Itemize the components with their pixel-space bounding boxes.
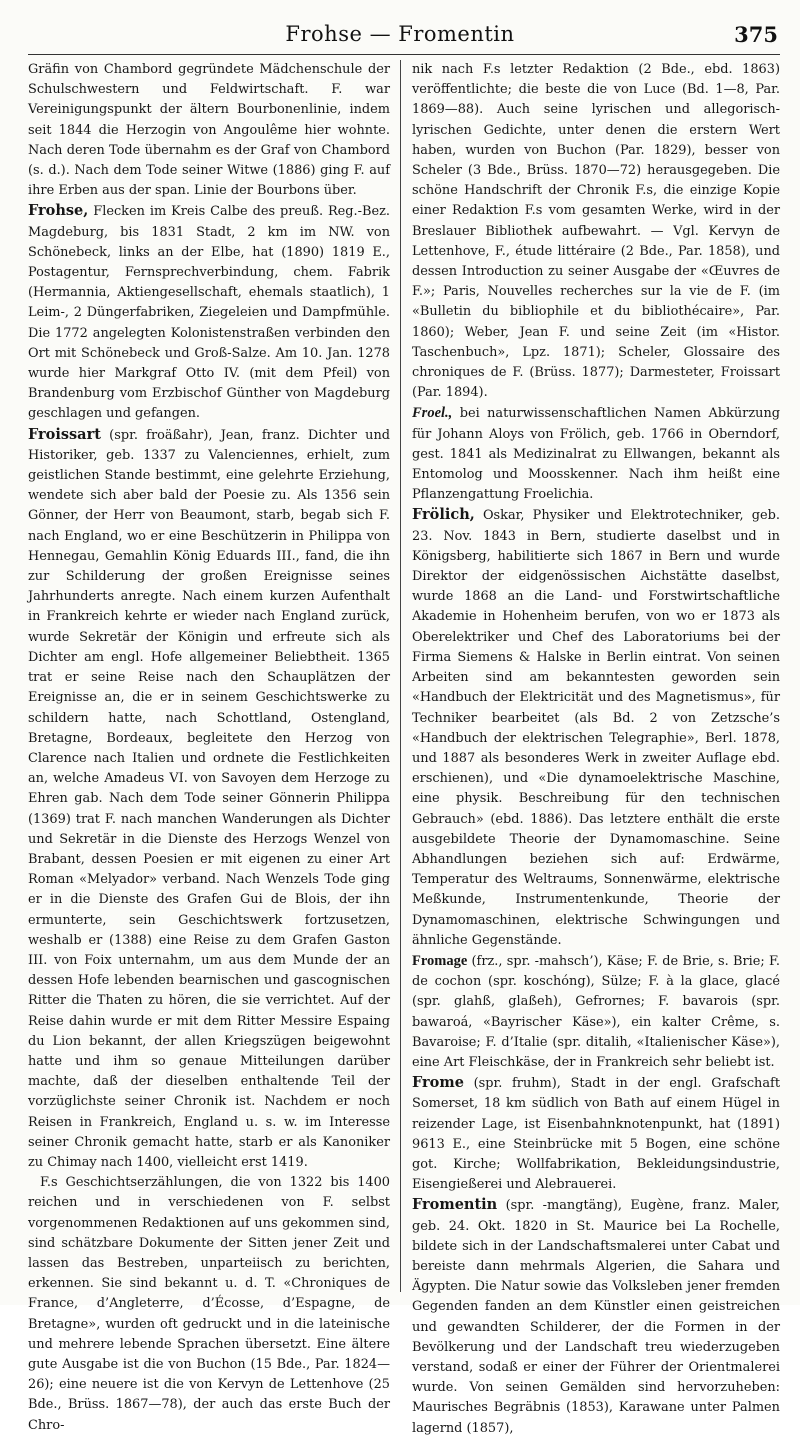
entry-text: Flecken im Kreis Calbe des preuß. Reg.-Bez. Magdeburg, bis 1831 Stadt, 2 km im NW. von Schönebeck, links an der Elbe, hat (1890) 1819 E., Postagentur, Fernsprechverbindung, chem. Fabrik (Hermannia, Aktiengesellschaft, ehemals staatlich), 1 Leim-, 2 Düngerfabriken, Ziegeleien und Dampfmühle. Die 1772 angelegten Kolonistenstraßen verbinden den Ort mit Schönebeck und Groß-Salze. Am 10. Jan. 1278 wurde hier Markgraf Otto IV. (mit dem Pfeil) von Brandenburg vom Erzbischof Günther von Magdeburg geschlagen und gefangen. bbox=[28, 204, 390, 422]
entry-fromage bbox=[412, 951, 780, 1073]
entry-fromentin bbox=[412, 1195, 780, 1438]
header-rule bbox=[28, 54, 780, 55]
entry-froelich bbox=[412, 505, 780, 950]
entry-text: (spr. froäßahr), Jean, franz. Dichter und Historiker, geb. 1337 zu Valenciennes, erhielt, zum geistlichen Stande bestimmt, eine gelehrte Erziehung, wendete sich aber bald der Poesie zu. Als 1356 sein Gönner, der Herr von Beaumont, starb, begab sich F. nach England, wo er eine Beschützerin in Philippa von Hennegau, Gemahlin König Eduards III., fand, die ihn zur Schilderung der großen Ereignisse seines Jahrhunderts anregte. Nach einem kurzen Aufenthalt in Frankreich kehrte er wieder nach England zurück, wurde Sekretär der Königin und erfreute sich als Dichter am engl. Hofe allgemeiner Beliebtheit. 1365 trat er seine Reise nach den Schauplätzen der Ereignisse an, die er in seinem Geschichtswerke zu schildern hatte, nach Schottland, Ostengland, Bretagne, Bordeaux, begleitete den Herzog von Clarence nach Italien und ordnete die Festlichkeiten an, welche Amadeus VI. von Savoyen dem Herzoge zu Ehren gab. Nach dem Tode seiner Gönnerin Philippa (1369) trat F. nach manchen Wanderungen als Dichter und Sekretär in die Dienste des Herzogs Wenzel von Brabant, dessen Poesien er mit eigenen zu einer Art Roman «Melyador» verband. Nach Wenzels Tode ging er in die Dienste des Grafen Gui de Blois, der ihn ermunterte, sein Geschichtswerk fortzusetzen, weshalb er (1388) eine Reise zu dem Grafen Gaston III. von Foix unternahm, um aus dem Munde der an dessen Hofe lebenden bearnischen und gascognischen Ritter die Thaten zu hören, die sie verrichtet. Auf der Reise dahin wurde er mit dem Ritter Messire Espaing du Lion bekannt, der allen Kriegszügen beigewohnt hatte und ihm so genaue Mitteilungen darüber machte, daß der dieselben enthaltende Teil der vorzüglichste seiner Chronik ist. Nachdem er noch Reisen in Frankreich, England u. s. w. im Interesse seiner Chronik gemacht hatte, starb er als Kanoniker zu Chimay nach 1400, vielleicht erst 1419. bbox=[28, 427, 390, 1170]
entry-continuation bbox=[412, 60, 780, 403]
entry-text: F.s Geschichtserzählungen, die von 1322 bis 1400 reichen und in verschiedenen von F. selbst vorgenommenen Redaktionen auf uns gekommen sind, sind schätzbare Dokumente der Sitten jener Zeit und lassen das Bestreben, unparteiisch zu berichten, erkennen. Sie sind bekannt u. d. T. «Chroniques de France, d’Angleterre, d’Écosse, d’Espagne, de Bretagne», wurden oft gedruckt und in die lateinische und mehrere lebende Sprachen übersetzt. Eine ältere gute Ausgabe ist die von Buchon (15 Bde., Par. 1824—26); eine neuere ist die von Kervyn de Lettenhove (25 Bde., Brüss. 1867—78), der auch das erste Buch der Chro- bbox=[28, 1175, 390, 1433]
entry-frohse bbox=[28, 201, 390, 424]
running-head bbox=[0, 22, 800, 50]
headword-froel: Froel., bbox=[412, 405, 453, 422]
entry-text: (spr. fruhm), Stadt in der engl. Grafschaft Somerset, 18 km südlich von Bath auf einem Hügel in reizender Lage, ist Eisenbahnknotenpunkt, hat (1891) 9613 E., eine Steinbrücke mit 5 Bogen, eine schöne got. Kirche; Wollfabrikation, Bekleidungsindustrie, Eisengießerei und Alebrauerei. bbox=[412, 1076, 780, 1193]
entry-frome bbox=[412, 1073, 780, 1195]
entry-text: Oskar, Physiker und Elektrotechniker, geb. 23. Nov. 1843 in Bern, studierte daselbst und in Königsberg, habilitierte sich 1867 in Bern und wurde Direktor der eidgenössischen Aichstätte daselbst, wurde 1868 an die Land- und Forstwirtschaftliche Akademie in Hohenheim berufen, von wo er 1873 als Oberelektriker und Chef des Laboratoriums bei der Firma Siemens & Halske in Berlin eintrat. Von seinen Arbeiten sind am bekanntesten geworden sein «Handbuch der Elektricität und des Magnetismus», für Techniker bearbeitet (als Bd. 2 von Zetzsche’s «Handbuch der elektrischen Telegraphie», Berl. 1878, und 1887 als besonderes Werk in zweiter Auflage ebd. erschienen), und «Die dynamoelektrische Maschine, eine physik. Beschreibung für den technischen Gebrauch» (ebd. 1886). Das letztere enthält die erste ausgebildete Theorie der Dynamomaschine. Seine Abhandlungen beziehen sich auf: Erdwärme, Temperatur des Weltraums, Sonnenwärme, elektrische Meßkunde, Instrumentenkunde, Theorie der Dynamomaschinen, elektrische Schwingungen und ähnliche Gegenstände. bbox=[412, 508, 780, 948]
column-divider bbox=[400, 60, 401, 1292]
headword-fromage: Fromage bbox=[412, 952, 468, 969]
entry-paragraph bbox=[28, 1173, 390, 1436]
entry-text: nik nach F.s letzter Redaktion (2 Bde., ebd. 1863) veröffentlichte; die beste die von Luce (Bd. 1—8, Par. 1869—88). Auch seine lyrischen und allegorisch-lyrischen Gedichte, unter denen die erstern Wert haben, wurden von Buchon (Par. 1829), besser von Scheler (3 Bde., Brüss. 1870—72) herausgegeben. Die schöne Handschrift der Chronik F.s, die einzige Kopie einer Redaktion F.s vom gesamten Werke, wird in der Breslauer Bibliothek aufbewahrt. — Vgl. Kervyn de Lettenhove, F., étude littéraire (2 Bde., Par. 1858), und dessen Introduction zu seiner Ausgabe der «Œuvres de F.»; Paris, Nouvelles recherches sur la vie de F. (im «Bulletin du bibliophile et du bibliothécaire», Par. 1860); Weber, Jean F. und seine Zeit (im «Histor. Taschenbuch», Lpz. 1871); Scheler, Glossaire des chroniques de F. (Brüss. 1877); Darmesteter, Froissart (Par. 1894). bbox=[412, 62, 780, 401]
entry-froel bbox=[412, 403, 780, 505]
left-column bbox=[28, 60, 390, 1433]
entry-text: bei naturwissenschaftlichen Namen Abkürzung für Johann Aloys von Frölich, geb. 1766 in Oberndorf, gest. 1841 als Medizinalrat zu Ellwangen, bekannt als Entomolog und Moosskenner. Nach ihm heißt eine Pflanzengattung Froelichia. bbox=[412, 406, 780, 503]
entry-text: Gräfin von Chambord gegründete Mädchenschule der Schulschwestern und Feldwirtschaft. F. war Vereinigungspunkt der ältern Bourbonenlinie, indem seit 1844 die Herzogin von Angoulême hier wohnte. Nach deren Tode übernahm es der Graf von Chambord (s. d.). Nach dem Tode seiner Witwe (1886) ging F. auf ihre Erben aus der span. Linie der Bourbons über. bbox=[28, 62, 390, 199]
headword-froelich: Frölich, bbox=[412, 506, 475, 524]
entry-text: (frz., spr. -mahsch’), Käse; F. de Brie, s. Brie; F. de cochon (spr. koschóng), Sülze; F. à la glace, glacé (spr. glahß, glaßeh), Gefrornes; F. bavarois (spr. bawaroá, «Bayrischer Käse»), ein kalter Crême, s. Bavaroise; F. d’Italie (spr. ditalih, «Italienischer Käse»), eine Art Fleischkäse, der in Frankreich sehr beliebt ist. bbox=[412, 953, 780, 1070]
headword-froissart: Froissart bbox=[28, 425, 101, 443]
running-head-title: Frohse — Fromentin bbox=[285, 22, 515, 46]
headword-frohse: Frohse, bbox=[28, 202, 89, 220]
page-number: 375 bbox=[734, 22, 778, 47]
right-column bbox=[412, 60, 780, 1436]
entry-continuation bbox=[28, 60, 390, 201]
headword-fromentin: Fromentin bbox=[412, 1196, 498, 1214]
entry-froissart bbox=[28, 425, 390, 1174]
headword-frome: Frome bbox=[412, 1074, 464, 1092]
entry-text: (spr. -mangtäng), Eugène, franz. Maler, geb. 24. Okt. 1820 in St. Maurice bei La Rochelle, bildete sich in der Landschaftsmalerei unter Cabat und bereiste dann mehrmals Algerien, die Sahara und Ägypten. Die Natur sowie das Volksleben jener fremden Gegenden fanden an dem Künstler einen geistreichen und gewandten Schilderer, der die Formen in der Bevölkerung und der Landschaft treu wiederzugeben verstand, sodaß er einer der Führer der Orientmalerei wurde. Von seinen Gemälden sind hervorzuheben: Maurisches Begräbnis (1853), Karawane unter Palmen lagernd (1857), bbox=[412, 1198, 780, 1436]
